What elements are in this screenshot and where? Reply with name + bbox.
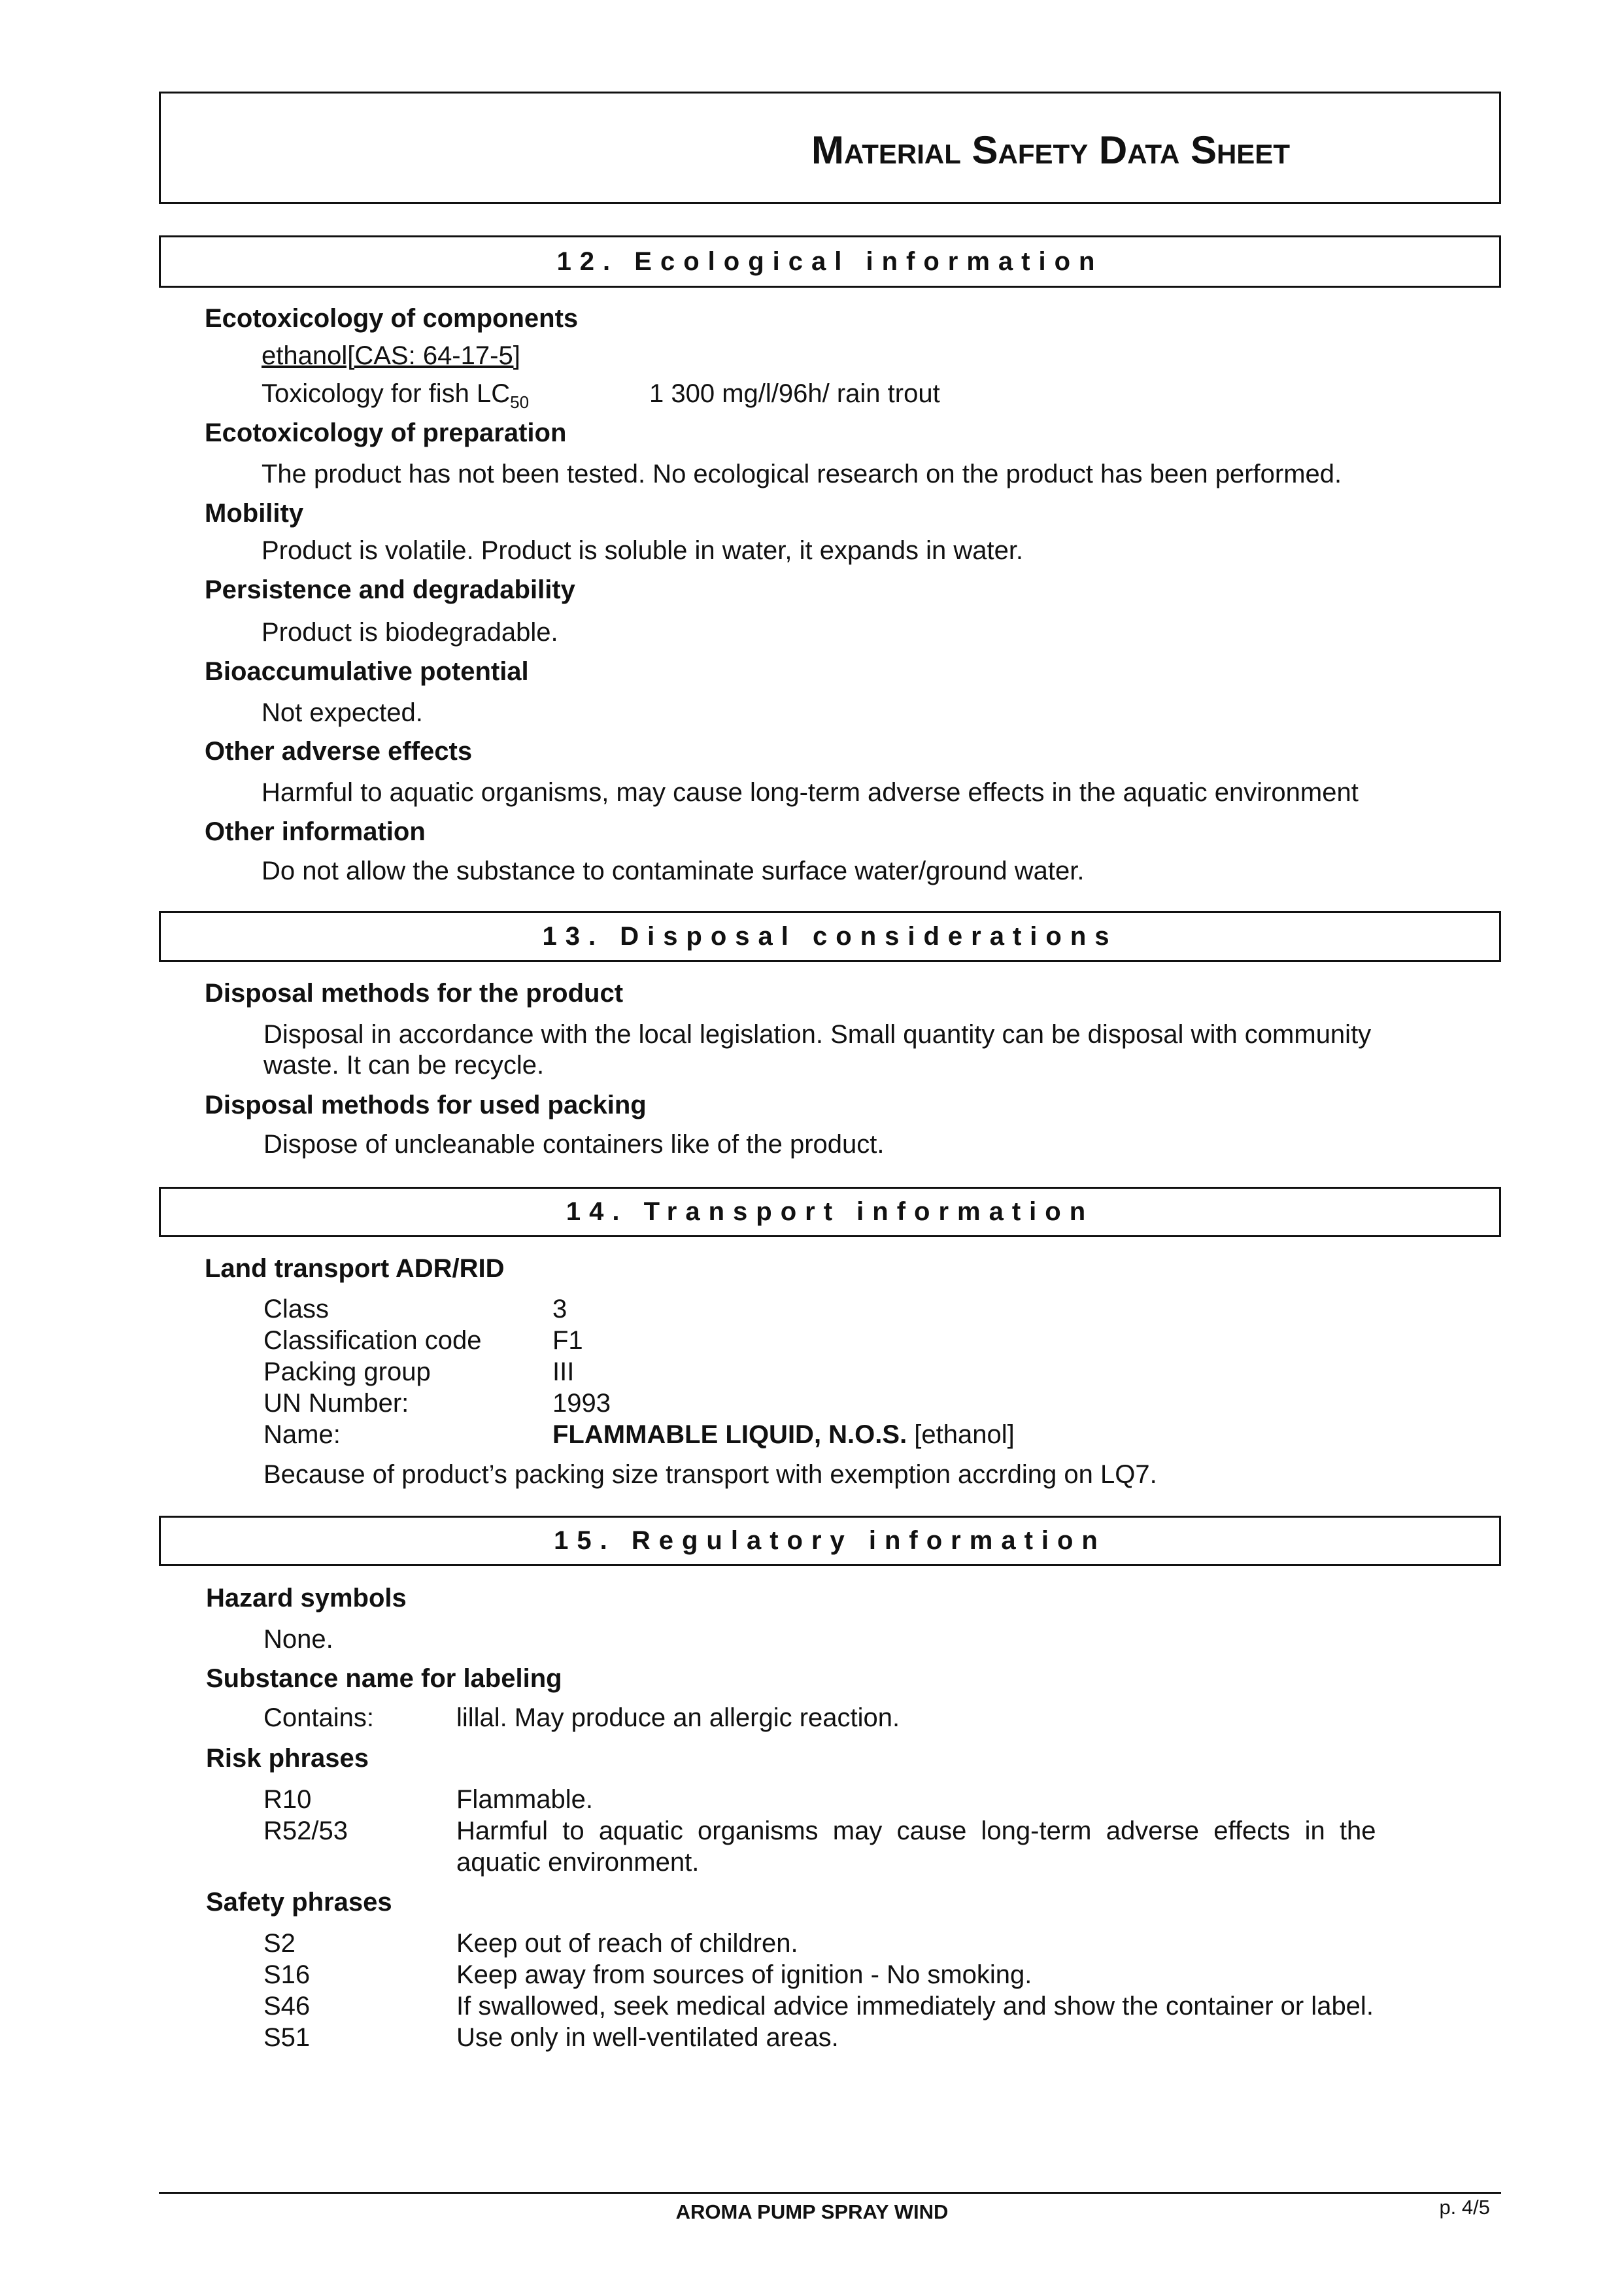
tox-label: Toxicology for fish $LC_{50}$ (262, 379, 530, 412)
risk-code: R52/53 (263, 1817, 348, 1845)
safety-text: Keep away from sources of ignition - No smoking. (456, 1960, 1032, 1989)
transport-row-label: UN Number: (263, 1389, 409, 1418)
section-15-header: 15. Regulatory information (159, 1516, 1501, 1566)
transport-row-value: 1993 (552, 1389, 611, 1418)
safety-text: If swallowed, seek medical advice immediately and show the container or label. (456, 1992, 1374, 2021)
transport-row-label: Classification code (263, 1326, 482, 1355)
title-box (159, 92, 1501, 204)
substance-labeling-heading: Substance name for labeling (206, 1664, 562, 1693)
bioacc-heading: Bioaccumulative potential (205, 657, 529, 686)
contains-label: Contains: (263, 1703, 374, 1732)
safety-text: Use only in well-ventilated areas. (456, 2023, 839, 2052)
disposal-product-heading: Disposal methods for the product (205, 979, 624, 1008)
transport-note: Because of product’s packing size transport with exemption accrding on LQ7. (263, 1460, 1157, 1489)
land-transport-heading: Land transport ADR/RID (205, 1254, 505, 1283)
substance-name: ethanol[CAS: 64-17-5] (262, 341, 520, 370)
transport-name-label: Name: (263, 1420, 341, 1449)
disposal-product-text-1: Disposal in accordance with the local legislation. Small quantity can be disposal with community (263, 1020, 1372, 1049)
other-info-heading: Other information (205, 817, 426, 846)
hazard-symbols-text: None. (263, 1625, 333, 1654)
transport-row-label: Class (263, 1295, 330, 1323)
section-14-header: 14. Transport information (159, 1187, 1501, 1237)
safety-code: S46 (263, 1992, 311, 2021)
safety-code: S51 (263, 2023, 311, 2052)
persistence-text: Product is biodegradable. (262, 618, 558, 647)
risk-text: Harmful to aquatic organisms may cause long-term adverse effects in the (456, 1817, 1376, 1845)
risk-text: Flammable. (456, 1785, 593, 1814)
safety-phrases-heading: Safety phrases (206, 1888, 392, 1917)
safety-code: S16 (263, 1960, 311, 1989)
transport-row-value: F1 (552, 1326, 583, 1355)
eco-prep-text: The product has not been tested. No ecological research on the product has been performed. (262, 460, 1342, 488)
bioacc-text: Not expected. (262, 698, 423, 727)
disposal-packing-heading: Disposal methods for used packing (205, 1091, 647, 1119)
tox-value: 1 300 mg/l/96h/ rain trout (649, 379, 940, 408)
safety-text: Keep out of reach of children. (456, 1929, 798, 1958)
mobility-text: Product is volatile. Product is soluble in water, it expands in water. (262, 536, 1024, 565)
safety-code: S2 (263, 1929, 296, 1958)
eco-prep-heading: Ecotoxicology of preparation (205, 418, 567, 447)
risk-phrases-heading: Risk phrases (206, 1744, 369, 1773)
mobility-heading: Mobility (205, 499, 304, 528)
contains-text: lillal. May produce an allergic reaction. (456, 1703, 900, 1732)
disposal-product-text-2: waste. It can be recycle. (263, 1051, 545, 1080)
section-13-header: 13. Disposal considerations (159, 911, 1501, 962)
eco-components-heading: Ecotoxicology of components (205, 304, 579, 333)
transport-row-value: III (552, 1357, 575, 1386)
other-info-text: Do not allow the substance to contaminate surface water/ground water. (262, 857, 1085, 885)
persistence-heading: Persistence and degradability (205, 575, 575, 604)
transport-row-label: Packing group (263, 1357, 431, 1386)
transport-row-value: 3 (552, 1295, 567, 1323)
adverse-heading: Other adverse effects (205, 737, 473, 766)
risk-code: R10 (263, 1785, 312, 1814)
disposal-packing-text: Dispose of uncleanable containers like of the product. (263, 1130, 885, 1159)
footer-product-name: AROMA PUMP SPRAY WIND (675, 2200, 949, 2223)
section-12-header: 12. Ecological information (159, 235, 1501, 288)
hazard-symbols-heading: Hazard symbols (206, 1584, 407, 1612)
transport-name-value: FLAMMABLE LIQUID, N.O.S. [ethanol] (552, 1420, 1015, 1449)
document-title: Material Safety Data Sheet (811, 128, 1290, 172)
adverse-text: Harmful to aquatic organisms, may cause long-term adverse effects in the aquatic environment (262, 778, 1359, 807)
footer-page-number: p. 4/5 (1439, 2196, 1490, 2219)
footer-rule (159, 2192, 1501, 2194)
risk-text-continued: aquatic environment. (456, 1848, 700, 1877)
